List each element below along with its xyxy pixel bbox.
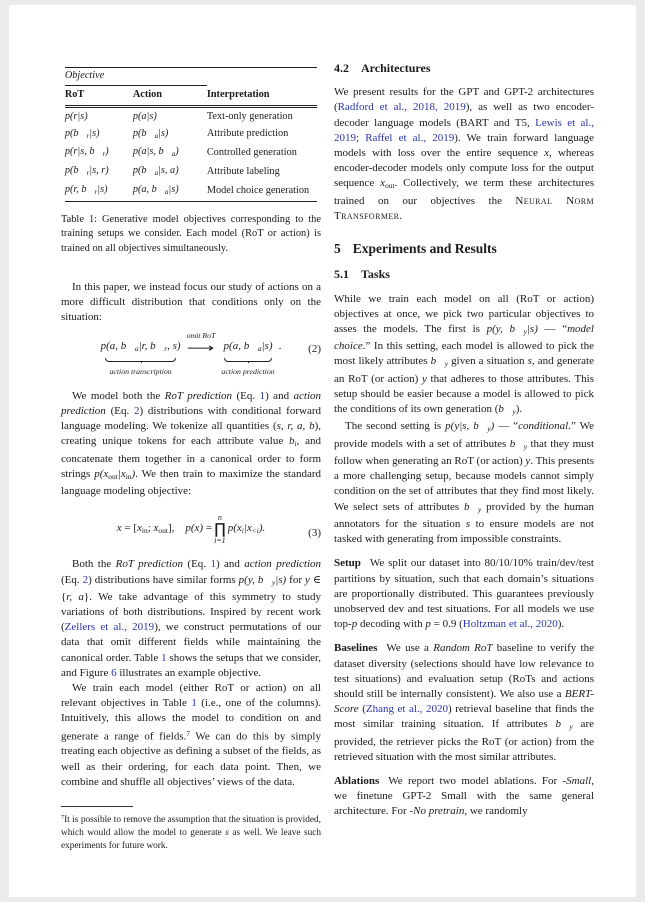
citation-link[interactable]: Zellers et al., 2019 [64,621,155,634]
equation-3-number: (3) [308,527,321,540]
table-row [65,107,317,126]
right-column [334,61,594,820]
text-run: = [203,522,213,535]
text-run: ], [167,522,186,535]
section-number: 5.1 [334,267,349,282]
text-run: to ensure models are not tasked with generating from impossible constraints. [334,517,594,546]
text-run: |s) [275,573,287,586]
paragraph-tasks-1 [334,292,594,420]
table-1-col-action: Action [133,86,207,107]
equation-2-number: (2) [308,343,321,356]
text-run: i [241,526,244,536]
section-title: Architectures [361,61,431,75]
baselines-text [334,642,594,763]
citation-link[interactable]: Lewis et al., 2019 [334,116,594,144]
text-run: y [421,372,427,385]
citation-link[interactable]: 2 [82,573,89,586]
text-run: b⃗ [430,355,445,368]
text-run: a [171,150,176,159]
text-run: y [523,441,528,451]
text-run: |s) [97,184,108,196]
citation-link[interactable]: 1 [161,651,167,664]
text-run: i [294,439,297,449]
text-run: r, a [66,590,84,603]
text-run: p(r, b⃗ [64,184,95,196]
table-cell-rot [65,107,133,126]
text-run: The second setting is [345,420,446,433]
text-run: (Eq. [183,558,211,571]
ablations-label: Ablations [334,775,380,788]
text-run: |s) [261,340,273,353]
text-run: are provided, the retriever picks the RoT (or action) from the retrieved situation with the most similar attributes. [334,718,594,763]
text-run: b⃗ [463,500,479,513]
text-run: RoT prediction [164,389,233,402]
text-run: (i.e., one of the columns). Intuitively, this allows the model to condition on and generate a range of fields. [61,697,321,743]
text-run: y [478,504,482,514]
text-run: }. We take advantage of this symmetry to study variations of both distributions. Inspired by recent work ( [61,590,322,634]
text-run: out [158,526,168,536]
text-run: It is possible to remove the assumption that the situation is provided, which would allow the model to generate [61,815,321,838]
text-run: |r, b⃗ [138,340,165,353]
text-run: |s) [526,322,538,335]
citation-link[interactable]: 1 [191,697,197,710]
equation-3-right [228,521,266,538]
text-run: ) [175,146,179,158]
text-run: s [225,827,229,838]
text-run: |s) [168,184,179,196]
text-run: . This presents a more challenging setup, because models cannot simply condition on the set of attributes that they find most likely. We select sets of attributes [334,455,594,513]
text-run: ” We provide models with a set of attributes [334,420,594,450]
table-cell-rot [65,125,133,144]
text-run: (Eq. [61,573,83,586]
text-run: (Eq. [232,389,260,402]
text-run: p(y, b⃗ [486,322,524,335]
citation-link[interactable]: Zhang et al., 2020 [365,703,448,716]
text-run: p(a|s) [132,110,157,122]
text-run: x [116,522,122,535]
text-run: y [512,407,516,417]
text-run: We report two model ablations. For [388,775,563,788]
text-run: in [141,526,148,536]
text-run: b⃗ [509,437,524,450]
text-run: , we finetune GPT-2 Small with the same general architecture. For [334,775,594,818]
section-title: Tasks [361,267,390,282]
text-run: r [164,344,168,354]
text-run: , and concatenate them together in a canonical order to form strings [61,435,321,480]
text-run: s, r, a, b [276,420,315,433]
product-upper-limit: n [217,513,222,523]
footnote-7 [61,812,321,852]
right-arrow-icon: ⟶ [187,341,215,356]
table-cell-rot [65,144,133,163]
citation-link[interactable]: 2 [133,404,140,417]
text-run: a [154,131,159,140]
citation-link[interactable]: Raffel et al., 2019 [365,131,455,144]
text-run: y [487,424,491,434]
section-heading-experiments [334,241,594,256]
text-run: that they must follow when generating an RoT (or action) [334,437,594,468]
text-run: -No pretrain [409,805,465,818]
table-cell-interpretation: Model choice generation [206,185,310,197]
table-cell-action [133,163,207,182]
text-run: provided by the human annotators for the situation [334,500,594,530]
text-run: x [137,522,142,535]
equation-2-period: . [278,340,282,353]
text-run: While we train each model on all (RoT or action) objectives at once, we pick two particular objectives to asses the models. The first is [334,292,594,335]
text-run: conditional. [518,420,571,433]
equation-2-lhs-label: action transcription [109,366,172,376]
table-row [65,182,317,201]
text-run: p(b⃗ [64,165,87,177]
section-number: 5 [334,241,341,257]
text-run: ), as well as two encoder-decoder language models (BART and T5, [334,101,594,129]
text-run: ), we construct permutations of our data that omit different fields while maintaining the canonical order. Table [61,621,321,664]
table-cell-interpretation: Controlled generation [206,147,297,159]
table-row [65,125,317,144]
text-run: s [527,355,532,368]
text-run: . We then train to maximize the standard language modeling objective: [61,467,321,498]
text-run: ) retrieval baseline that finds the most similar training situation. If attributes [334,703,594,731]
text-run: p(a|s, b⃗ [132,146,172,158]
text-run: , whereas encoder-decoder models only compute loss for the output sequence [334,147,594,190]
text-run: y [271,577,276,587]
text-run: ) [131,467,136,480]
text-run: x [380,177,386,190]
text-run: We split our dataset into 80/10/10% train/dev/test partitions by situation, such that each domain’s situations are proportionally distributed. This guarantees previously unobserved dev and test situations. For all models we use top- [334,557,594,631]
text-run: r [86,169,90,178]
citation-link[interactable]: 6 [111,666,117,679]
equation-2-lhs-group [101,339,181,379]
text-run: (Eq. [105,404,134,417]
text-run: r [86,131,90,140]
text-run: ( [358,703,366,716]
text-run: , we randomly [464,805,528,818]
text-run: -Small [562,775,592,788]
equation-2-lhs [101,339,181,356]
text-run: ” In this setting, each model is allowed to pick the most likely attributes [334,340,594,368]
text-run: out [385,181,395,191]
text-run: p(a, b⃗ [132,184,165,196]
equation-3-left [117,521,212,538]
text-run: r [102,150,106,159]
text-run: ). [557,618,565,631]
text-run: p(x [94,467,109,480]
text-run: p(x) [185,522,204,535]
table-1-col-interpretation: Interpretation [207,86,317,107]
text-run: p(b⃗ [132,127,155,139]
equation-3 [61,514,321,545]
text-run: We train each model (either RoT or action) on all relevant objectives in Table [61,682,321,710]
text-run: |s, r) [89,165,109,177]
text-run: |x [117,467,126,480]
paragraph-focus-actions [61,280,321,326]
text-run: y [305,573,310,586]
text-run: ) [105,146,109,158]
text-run: x [544,147,549,160]
text-run: model choice. [334,322,594,353]
text-run: a [154,169,159,178]
text-run: = [ [121,522,137,535]
text-run: s [465,517,471,530]
table-cell-interpretation: Text-only generation [206,110,293,122]
footnote-rule [61,806,133,807]
equation-2-rhs [224,339,273,356]
text-run: p(y, b⃗ [238,573,272,586]
text-run: = 0.9 ( [430,618,463,631]
text-run: . Collectively, we term these architectures trained on our objectives the [334,177,595,207]
text-run: that adheres to those attributes. This setup should be easier because a model is allowed to pick the conditions of its own generation ( [334,372,595,416]
paragraph-training [61,681,321,790]
text-run: 7 [61,815,65,822]
paper-page [9,5,636,897]
setup-label: Setup [334,557,361,570]
text-run: |x [243,522,252,535]
equation-2-row [61,331,321,379]
text-run: p(b⃗ [132,165,155,177]
text-run: p(b⃗ [64,127,87,139]
product-symbol-icon: ∏ [214,520,226,539]
text-run: given a situation [448,355,528,368]
text-run: ). [258,522,266,535]
text-run: RoT prediction [115,558,183,571]
table-cell-action [133,144,207,163]
text-run: p(a, b⃗ [100,340,135,353]
text-run: x [153,522,159,535]
text-run: 7 [186,729,190,738]
section-title: Experiments and Results [352,241,497,257]
table-1-caption: Table 1: Generative model objectives corresponding to the training setups we consider. Each model (RoT or action) is trained on all objectives simultaneously. [61,213,321,254]
text-run: b⃗ [498,403,513,416]
text-run: We use a [386,642,434,655]
text-run: out [108,471,118,481]
text-run: as well. We leave such experiments for future work. [61,827,321,851]
text-run: r [94,188,98,197]
text-run: ) and [215,558,245,571]
text-run: We can do this by simply treating each objective as defining a subset of the fields, as well as their ordering, for each data point. Then, we combine and shuffle all objectives’ views of the data. [61,730,321,788]
citation-link[interactable]: Radford et al., 2018, 2019 [337,101,466,114]
text-run: p(y|s, b⃗ [445,420,488,433]
text-run: y [525,455,531,468]
table-cell-action [133,182,207,201]
text-run: action prediction [61,389,322,417]
paragraph-architectures [334,85,594,224]
text-run: a [134,344,139,354]
section-heading-tasks [334,267,594,282]
text-run: p(r|s) [64,110,88,122]
text-run: Neural Norm Transformer [334,194,594,222]
baselines-label: Baselines [334,642,378,655]
text-run: , s) [167,340,181,353]
setup-text [334,557,594,630]
section-heading-architectures [334,61,594,76]
text-run: illustrates an example objective. [116,666,262,679]
text-run: p(r|s, b⃗ [64,146,103,158]
table-row [65,163,317,182]
text-run: shows the setups that we consider, and Figure [61,651,321,679]
underbrace-icon [224,358,272,362]
text-run: In this paper, we instead focus our study of actions on a more difficult distribution that conditions only on the situation: [61,280,321,323]
equation-2-arrow-label: omit RoT [186,331,216,341]
text-run: , and generate an RoT (or action) [334,355,594,385]
citation-link[interactable]: 1 [210,558,216,571]
table-1 [65,67,317,202]
text-run: ; [147,522,154,535]
text-run: in [125,471,132,481]
section-number: 4.2 [334,61,349,75]
text-run: ; [356,131,366,144]
paragraph-ablations [334,774,594,820]
text-run: b⃗ [555,718,570,731]
text-run: ) distributions with conditional forward language modeling. We tokenize all quantities ( [61,404,321,433]
table-1-header-row [65,86,317,107]
text-run: a [257,344,262,354]
text-run: ). [515,403,523,416]
text-run: decoding with [357,618,426,631]
text-run: a [164,188,169,197]
text-run: ) [490,420,495,433]
paragraph-baselines [334,641,594,765]
text-run: <i [251,526,259,536]
table-cell-action [133,125,207,144]
equation-2 [61,331,321,379]
text-run: ), creating unique tokens for each attribute value [61,420,321,448]
table-cell-rot [65,163,133,182]
paragraph-setup [334,556,594,632]
product-operator [214,514,226,545]
equation-2-arrow-group [187,328,216,356]
text-run: . [399,209,403,222]
equation-2-rhs-group [221,339,274,379]
paragraph-symmetry [61,557,321,681]
table-cell-interpretation: Attribute labeling [206,166,280,178]
text-run: y [444,359,449,369]
text-run: ). We train forward language models with loss over the entire sequence [334,131,594,160]
text-run: p [425,618,431,631]
text-run: ) and [265,389,294,402]
table-1-group-header-row [65,68,317,86]
table-1-objective-header: Objective [65,68,207,86]
table-cell-interpretation: Attribute prediction [206,128,289,140]
text-run: We present results for the GPT and GPT-2 architectures ( [334,86,594,114]
text-run: |s, a) [158,165,179,177]
text-run: — “ [537,322,568,335]
table-cell-rot [65,182,133,201]
paragraph-modeling [61,389,321,500]
citation-link[interactable]: Holtzman et al., 2020 [462,618,558,631]
text-run: Both the [72,558,116,571]
text-run: b [289,435,295,448]
text-run: — “ [494,420,519,433]
underbrace-icon [105,358,176,362]
text-run: action prediction [244,558,321,571]
text-run: p [351,618,358,631]
text-run: p(a, b⃗ [223,340,258,353]
text-run: y [569,722,573,732]
text-run: y [523,327,527,337]
text-run: |s) [158,127,169,139]
text-run: BERT-Score [334,687,594,716]
text-run: ) distributions have similar forms [88,573,239,586]
table-cell-action [133,107,207,126]
product-lower-limit: i=1 [214,536,226,546]
table-1-col-rot: RoT [65,86,133,107]
text-run: |s) [89,127,100,139]
table-1-spacer-cell [207,68,317,86]
equation-2-rhs-label: action prediction [221,366,275,376]
text-run: p(x [227,522,242,535]
text-run: for [286,573,305,586]
text-run: Random RoT [433,642,493,655]
text-run: ∈ { [61,573,322,603]
text-run: We model both the [72,389,165,402]
citation-link[interactable]: 1 [259,389,266,402]
text-run: baseline to verify the dataset diversity (selections should have low relevance to test situations) and evaluation setup (RoTs and actions should still be internally consistent). We also use a [334,642,594,700]
left-column [61,61,321,853]
table-row [65,144,317,163]
paragraph-tasks-2 [334,419,594,547]
